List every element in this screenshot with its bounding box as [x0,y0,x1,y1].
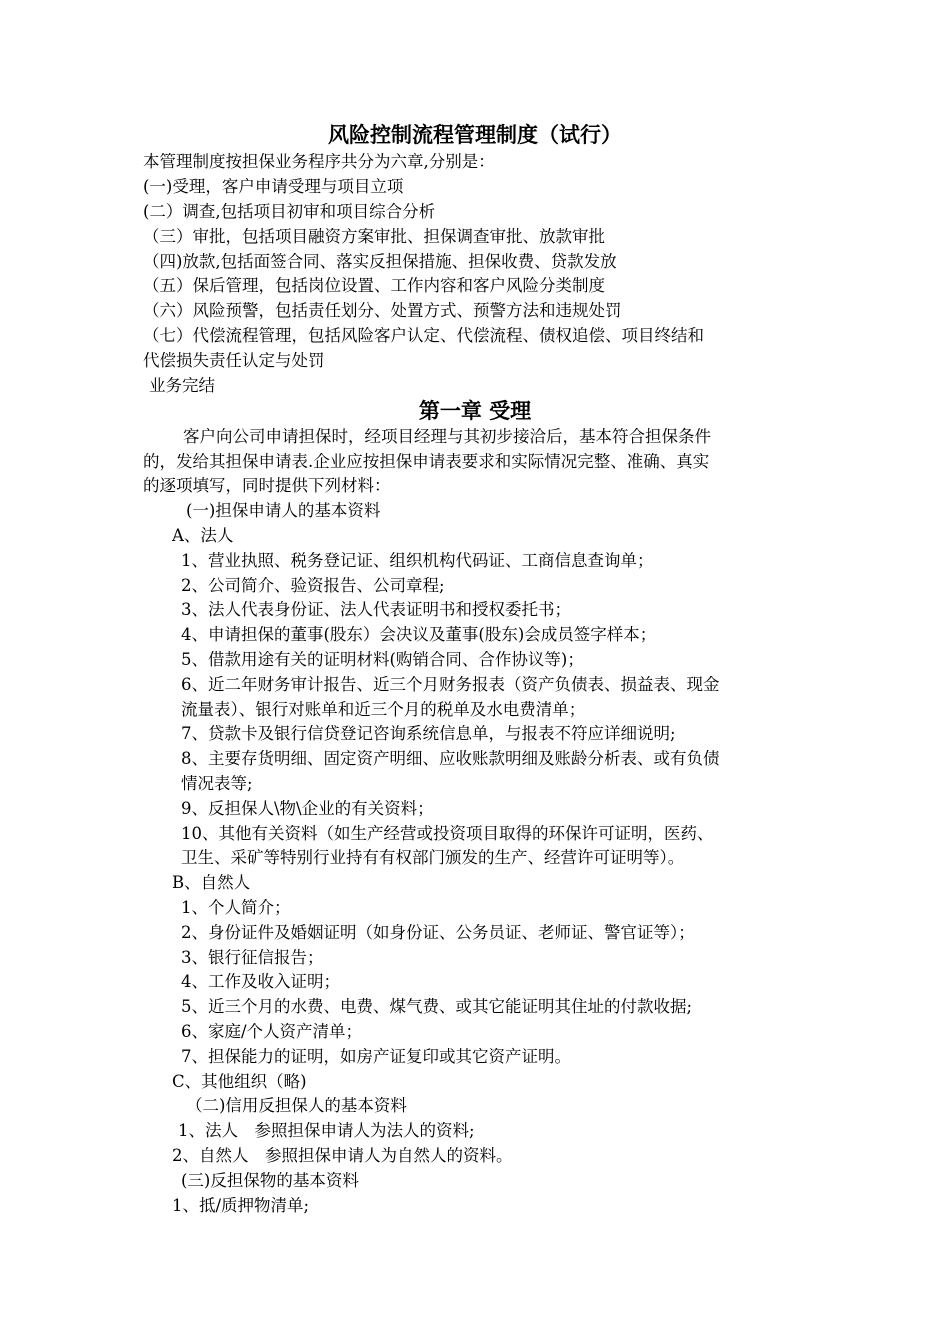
intro-line: 业务完结 [149,376,215,395]
chapter-line: 的逐项填写，同时提供下列材料： [143,476,391,495]
chapter-line: 1、抵/质押物清单; [172,1196,310,1215]
chapter-line: 2、公司简介、验资报告、公司章程; [181,576,445,595]
chapter-line: 3、法人代表身份证、法人代表证明书和授权委托书； [181,600,571,619]
chapter-line: 8、主要存货明细、固定资产明细、应收账款明细及账龄分析表、或有负债 [181,749,720,768]
chapter-line: 卫生、采矿等特别行业持有有权部门颁发的生产、经营许可证明等）。 [181,848,685,867]
intro-line: 本管理制度按担保业务程序共分为六章,分别是： [143,152,495,171]
chapter-line: A、法人 [172,526,234,545]
chapter-line: 2、身份证件及婚姻证明（如身份证、公务员证、老师证、警官证等）； [181,923,695,942]
chapter-line: B、自然人 [172,873,251,892]
intro-line: （三）审批，包括项目融资方案审批、担保调查审批、放款审批 [143,227,605,246]
chapter-line: 流量表）、银行对账单和近三个月的税单及水电费清单； [181,700,586,719]
intro-line: (一)受理，客户申请受理与项目立项 [143,177,404,196]
intro-line: （五）保后管理，包括岗位设置、工作内容和客户风险分类制度 [143,276,605,295]
chapter-line: （二)信用反担保人的基本资料 [186,1096,407,1115]
chapter-line: 7、贷款卡及银行信贷登记咨询系统信息单，与报表不符应详细说明; [181,724,676,743]
chapter-line: 1、个人简介； [181,898,291,917]
chapter-line: 情况表等; [181,774,253,793]
chapter-line: 9、反担保人\物\企业的有关资料； [181,799,434,818]
chapter-line: 4、申请担保的董事(股东）会决议及董事(股东)会成员签字样本； [181,625,657,644]
chapter-line: (三)反担保物的基本资料 [181,1171,359,1190]
intro-line: 代偿损失责任认定与处罚 [143,351,325,370]
chapter-line: 4、工作及收入证明； [181,972,340,991]
chapter-line: 1、法人 参照担保申请人为法人的资料; [178,1121,475,1140]
intro-line: (二）调查,包括项目初审和项目综合分析 [143,202,436,221]
chapter-line: C、其他组织（略) [172,1072,307,1091]
chapter-line: 6、家庭/个人资产清单； [181,1022,363,1041]
intro-line: （四)放款,包括面签合同、落实反担保措施、担保收费、贷款发放 [143,252,617,271]
intro-line: （六）风险预警，包括责任划分、处置方式、预警方法和违规处罚 [143,301,622,320]
chapter-line: 的，发给其担保申请表.企业应按担保申请表要求和实际情况完整、准确、真实 [143,452,710,471]
chapter-line: 6、近二年财务审计报告、近三个月财务报表（资产负债表、损益表、现金 [181,675,720,694]
chapter-line: 3、银行征信报告； [181,948,324,967]
chapter-line: (一)担保申请人的基本资料 [186,501,381,520]
chapter-line: 2、自然人 参照担保申请人为自然人的资料。 [172,1146,513,1165]
chapter-line: 1、营业执照、税务登记证、组织机构代码证、工商信息查询单； [181,551,654,570]
chapter-line: 7、担保能力的证明，如房产证复印或其它资产证明。 [181,1047,571,1066]
chapter-line: 5、借款用途有关的证明材料(购销合同、合作协议等)； [181,650,584,669]
intro-line: （七）代偿流程管理，包括风险客户认定、代偿流程、债权追偿、项目终结和 [143,326,704,345]
chapter-line: 客户向公司申请担保时，经项目经理与其初步接洽后，基本符合担保条件 [183,427,711,446]
document-title: 风险控制流程管理制度（试行） [328,122,622,147]
chapter-line: 5、近三个月的水费、电费、煤气费、或其它能证明其住址的付款收据; [181,997,693,1016]
chapter-title: 第一章 受理 [418,398,532,423]
chapter-line: 10、其他有关资料（如生产经营或投资项目取得的环保许可证明，医药、 [181,824,714,843]
